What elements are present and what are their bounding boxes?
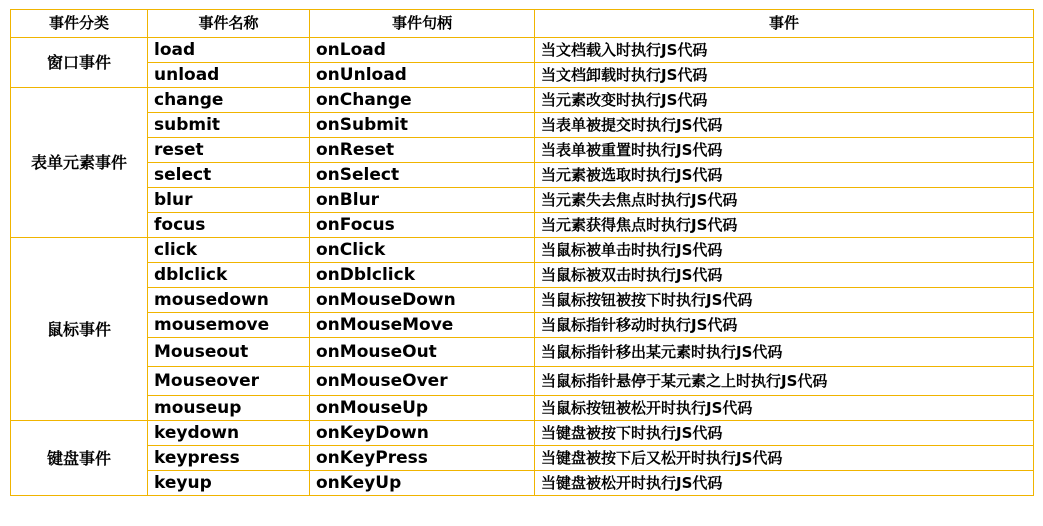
event-handler: onKeyPress <box>310 446 535 471</box>
event-handler: onFocus <box>310 213 535 238</box>
event-handler: onChange <box>310 88 535 113</box>
table-row <box>11 163 1034 188</box>
event-handler: onKeyUp <box>310 471 535 496</box>
event-name: unload <box>148 63 310 88</box>
event-description: 当鼠标被单击时执行JS代码 <box>535 238 1034 263</box>
category-window: 窗口事件 <box>11 38 148 88</box>
event-description: 当键盘被按下时执行JS代码 <box>535 421 1034 446</box>
event-name: blur <box>148 188 310 213</box>
table-row <box>11 288 1034 313</box>
event-description: 当键盘被按下后又松开时执行JS代码 <box>535 446 1034 471</box>
table-row <box>11 88 1034 113</box>
event-name: select <box>148 163 310 188</box>
event-name: mousemove <box>148 313 310 338</box>
table-row <box>11 338 1034 367</box>
category-mouse: 鼠标事件 <box>11 238 148 421</box>
event-description: 当表单被提交时执行JS代码 <box>535 113 1034 138</box>
event-name: Mouseout <box>148 338 310 367</box>
event-description: 当元素被选取时执行JS代码 <box>535 163 1034 188</box>
event-name: keyup <box>148 471 310 496</box>
event-name: mouseup <box>148 396 310 421</box>
table-row <box>11 313 1034 338</box>
event-name: Mouseover <box>148 367 310 396</box>
event-description: 当鼠标被双击时执行JS代码 <box>535 263 1034 288</box>
table-row <box>11 188 1034 213</box>
table-row <box>11 396 1034 421</box>
category-keyboard: 键盘事件 <box>11 421 148 496</box>
header-category: 事件分类 <box>11 10 148 38</box>
event-name: keypress <box>148 446 310 471</box>
table-row <box>11 63 1034 88</box>
event-name: submit <box>148 113 310 138</box>
event-handler: onUnload <box>310 63 535 88</box>
event-handler: onKeyDown <box>310 421 535 446</box>
event-name: reset <box>148 138 310 163</box>
table-row <box>11 421 1034 446</box>
event-name: click <box>148 238 310 263</box>
event-description: 当文档卸载时执行JS代码 <box>535 63 1034 88</box>
event-description: 当鼠标按钮被松开时执行JS代码 <box>535 396 1034 421</box>
event-handler: onLoad <box>310 38 535 63</box>
event-handler: onMouseOut <box>310 338 535 367</box>
event-handler: onMouseDown <box>310 288 535 313</box>
event-name: keydown <box>148 421 310 446</box>
event-handler: onBlur <box>310 188 535 213</box>
event-name: dblclick <box>148 263 310 288</box>
table-row <box>11 213 1034 238</box>
table-row <box>11 367 1034 396</box>
event-handler: onDblclick <box>310 263 535 288</box>
event-name: load <box>148 38 310 63</box>
table-row <box>11 113 1034 138</box>
event-description: 当元素改变时执行JS代码 <box>535 88 1034 113</box>
table-row <box>11 138 1034 163</box>
header-row <box>11 10 1034 38</box>
event-handler: onMouseOver <box>310 367 535 396</box>
event-description: 当表单被重置时执行JS代码 <box>535 138 1034 163</box>
header-event-name: 事件名称 <box>148 10 310 38</box>
event-handler: onReset <box>310 138 535 163</box>
event-name: mousedown <box>148 288 310 313</box>
event-description: 当键盘被松开时执行JS代码 <box>535 471 1034 496</box>
event-description: 当元素失去焦点时执行JS代码 <box>535 188 1034 213</box>
table-row <box>11 238 1034 263</box>
events-table <box>10 9 1034 496</box>
event-description: 当鼠标指针悬停于某元素之上时执行JS代码 <box>535 367 1034 396</box>
event-handler: onMouseMove <box>310 313 535 338</box>
event-name: change <box>148 88 310 113</box>
event-name: focus <box>148 213 310 238</box>
event-description: 当文档载入时执行JS代码 <box>535 38 1034 63</box>
event-handler: onSelect <box>310 163 535 188</box>
table-row <box>11 446 1034 471</box>
event-description: 当鼠标按钮被按下时执行JS代码 <box>535 288 1034 313</box>
event-handler: onMouseUp <box>310 396 535 421</box>
header-event-description: 事件 <box>535 10 1034 38</box>
event-handler: onSubmit <box>310 113 535 138</box>
table-row <box>11 263 1034 288</box>
category-form: 表单元素事件 <box>11 88 148 238</box>
table-row <box>11 38 1034 63</box>
event-description: 当鼠标指针移出某元素时执行JS代码 <box>535 338 1034 367</box>
event-handler: onClick <box>310 238 535 263</box>
header-event-handler: 事件句柄 <box>310 10 535 38</box>
table-row <box>11 471 1034 496</box>
event-description: 当元素获得焦点时执行JS代码 <box>535 213 1034 238</box>
event-description: 当鼠标指针移动时执行JS代码 <box>535 313 1034 338</box>
